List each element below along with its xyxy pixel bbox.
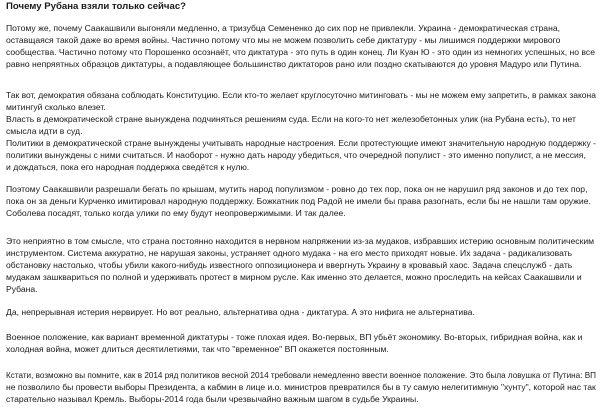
paragraph-line: холодная война, может длиться десятилетиями, так что "временное" ВП окажется постоянным.	[6, 344, 389, 354]
paragraph-6	[6, 331, 596, 355]
paragraph-line: обстановку настолько, чтобы убили какого-нибудь известного оппозиционера и ввергнуть Украину в кровавый хаос. Задача спецслужб - дать	[6, 260, 573, 270]
paragraph-line: мудакам зашквариться по полной и удерживать протест в мирном русле. Как именно это делается, можно проследить на кейсах Саакашвили и	[6, 272, 582, 282]
paragraph-line: Власть в демократической стране вынуждена подчиняться решениям суда. Если на кого-то нет железобетонных улик (на Рубана есть), то нет	[6, 114, 576, 124]
paragraph-line: равно непряятных образцов диктатуры, а подавляющее большинство диктаторов рано или поздно скатываются до уровня Мадуро или Путина.	[6, 59, 582, 69]
paragraph-line: Это неприятно в том смысле, что страна постоянно находится в нервном напряжении из-за мудаков, избравших истерию основным политическим	[6, 236, 595, 246]
paragraph-line: смысла идти в суд.	[6, 126, 83, 136]
paragraph-line: Так вот, демократия обязана соблюдать Конституцию. Если кто-то желает круглосуточно митинговать - мы не можем ему запретить, в рамках закона	[6, 90, 596, 100]
paragraph-line: сообщества. Частично потому что Порошенко осознаёт, что диктатура - это путь в один конец. Ли Куан Ю - это один из немногих успешных, но все	[6, 47, 595, 57]
paragraph-line: митингуй сколько влезет.	[6, 102, 106, 112]
paragraph-line: Потому же, почему Саакашвили выгоняли медленно, а тризубца Семененко до сих пор не привлекли. Украина - демократическая страна,	[6, 23, 560, 33]
paragraph-line: Рубана.	[6, 284, 38, 294]
paragraph-2	[6, 89, 596, 173]
paragraph-4	[6, 235, 596, 295]
paragraph-line: и дождаться, пока его народная поддержка сведётся к нулю.	[6, 162, 250, 172]
paragraph-line: Кстати, возможно вы помните, как в 2014 ряд политиков весной 2014 требовали немедленно ввести военное положение. Это была ловушка от Путина: ВП	[6, 370, 597, 380]
paragraph-line: Соболева посадят, только когда улики по ему будут неопровержимыми. И так далее.	[6, 208, 346, 218]
paragraph-3	[6, 183, 596, 219]
paragraph-line: политики вынуждены с ними считаться. И наоборот - нужно дать народу убедиться, что очередной популист - это именно популист, а не мессия,	[6, 150, 586, 160]
paragraph-line: инструментом. Система аккуратно, не нарушая законы, устраняет одного мудака - на его место приходят новые. Их задача - радикализовать	[6, 248, 573, 258]
paragraph-line: Политики в демократической стране вынуждены учитывать народные настроения. Если протестующие имеют значительную народную поддержку -	[6, 138, 596, 148]
paragraph-line: Поэтому Саакашвили разрешали бегать по крышам, мутить народ популизмом - ровно до тех пор, пока он не нарушил ряд законов и до тех пор,	[6, 184, 588, 194]
paragraph-line: старательно называл Кремль. Выборы-2014 года были чрезвычайно важным шагом в судьбе Украины.	[6, 394, 419, 404]
paragraph-5	[6, 306, 596, 318]
paragraph-line: не позволило бы провести выборы Президента, а кабмин в лице и.о. министров превратился бы в ту самую нелегитимную "хунту", которой нас так	[6, 382, 596, 392]
article-title: Почему Рубана взяли только сейчас?	[6, 1, 187, 12]
paragraph-line: пока он за деньги Курченко имитировал народную поддержку. Божкатник под Радой не имели бы права разогнать, если бы не нашли там оружие.	[6, 196, 591, 206]
paragraph-line: Военное положение, как вариант временной диктатуры - тоже плохая идея. Во-первых, ВП убьёт экономику. Во-вторых, гибридная война, как и	[6, 332, 583, 342]
paragraph-line: Да, непрерывная истерия нервирует. Но вот реально, альтернатива одна - диктатура. А это нифига не альтернатива.	[6, 307, 475, 317]
paragraph-line: оставщаяся такой даже во время войны. Частично потому что мы не можем позволить себе диктатуру - мы лишимся поддержки мирового	[6, 35, 561, 45]
paragraph-1	[6, 22, 596, 70]
paragraph-7	[6, 369, 596, 405]
